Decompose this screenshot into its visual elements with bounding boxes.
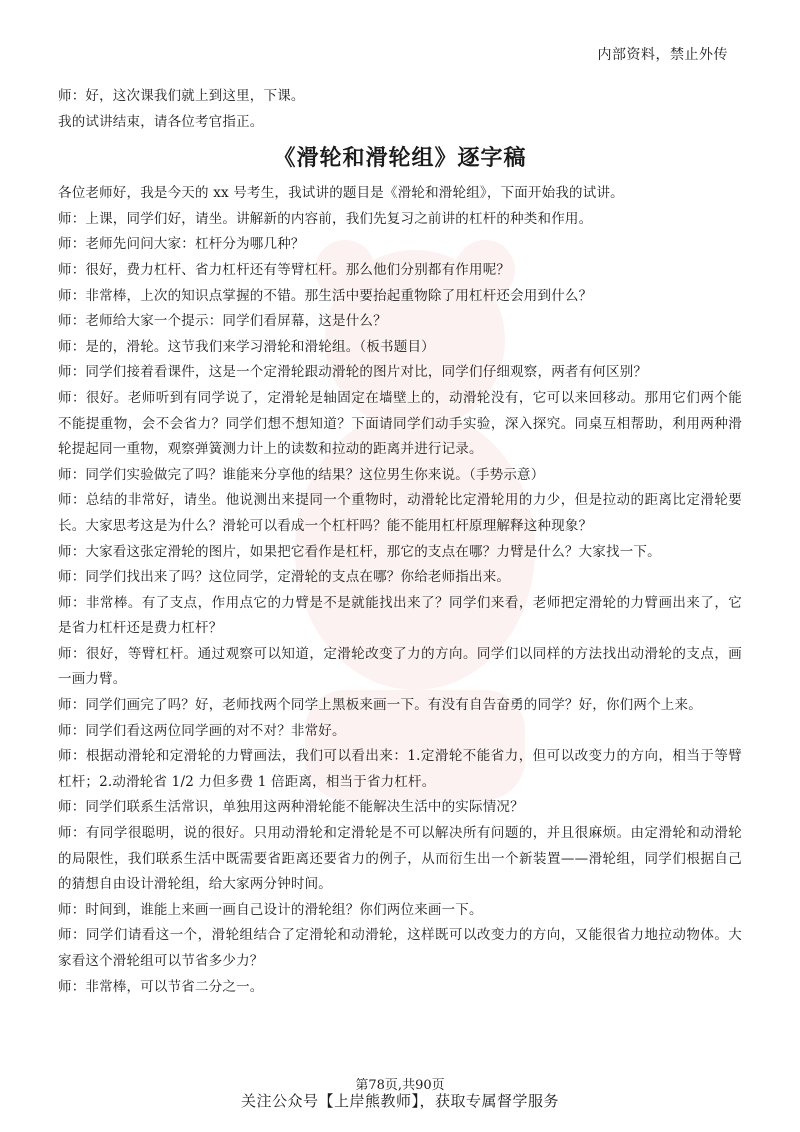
paragraph: 师：是的，滑轮。这节我们来学习滑轮和滑轮组。（板书题目）: [58, 338, 435, 355]
page-number: 第78页,共90页: [355, 1078, 445, 1093]
page-title: 《滑轮和滑轮组》逐字稿: [273, 145, 527, 172]
paragraph: 师：同学们实验做完了吗？谁能来分享他的结果？这位男生你来说。（手势示意）: [58, 466, 545, 483]
footer-promo: 关注公众号【上岸熊教师】，获取专属督学服务: [240, 1092, 559, 1110]
paragraph: 师：同学们找出来了吗？这位同学，定滑轮的支点在哪？你给老师指出来。: [58, 569, 511, 586]
paragraph: 师：很好，等臂杠杆。通过观察可以知道，定滑轮改变了力的方向。同学们以同样的方法找出动滑轮的支点，画一画力臂。: [58, 645, 742, 688]
paragraph: 师：同学们联系生活常识，单独用这两种滑轮能不能解决生活中的实际情况？: [58, 799, 524, 816]
intro-line: 我的试讲结束，请各位考官指正。: [58, 113, 264, 130]
paragraph: 师：大家看这张定滑轮的图片，如果把它看作是杠杆，那它的支点在哪？力臂是什么？大家找一下。: [58, 543, 661, 560]
intro-line: 师：好，这次课我们就上到这里，下课。: [58, 88, 305, 104]
paragraph: 各位老师好，我是今天的 xx 号考生，我试讲的题目是《滑轮和滑轮组》，下面开始我的试讲。: [58, 185, 624, 202]
paragraph: 师：同学们画完了吗？好，老师找两个同学上黑板来画一下。有没有自告奋勇的同学？好，你们两个上来。: [58, 697, 702, 714]
paragraph: 师：有同学很聪明，说的很好。只用动滑轮和定滑轮是不可以解决所有问题的，并且很麻烦。由定滑轮和动滑轮的局限性，我们联系生活中既需要省距离还要省力的例子，从而衍生出一个新装置——滑轮组，同学们根据自己的猜想自由设计滑轮组，给大家两分钟时间。: [58, 825, 742, 893]
paragraph: 师：上课，同学们好，请坐。讲解新的内容前，我们先复习之前讲的杠杆的种类和作用。: [58, 210, 593, 227]
paragraph: 师：非常棒，可以节省二分之一。: [58, 978, 264, 995]
paragraph: 师：非常棒。有了支点，作用点它的力臂是不是就能找出来了？同学们来看，老师把定滑轮的力臂画出来了，它是省力杠杆还是费力杠杆？: [58, 594, 742, 637]
paragraph: 师：非常棒，上次的知识点掌握的不错。那生活中要抬起重物除了用杠杆还会用到什么？: [58, 287, 593, 304]
paragraph: 师：老师给大家一个提示：同学们看屏幕，这是什么？: [58, 313, 387, 330]
paragraph: 师：同学们请看这一个，滑轮组结合了定滑轮和动滑轮，这样既可以改变力的方向，又能很省力地拉动物体。大家看这个滑轮组可以节省多少力？: [58, 927, 742, 969]
paragraph: 师：时间到，谁能上来画一画自己设计的滑轮组？你们两位来画一下。: [58, 901, 483, 918]
paragraph: 师：很好，费力杠杆、省力杠杆还有等臂杠杆。那么他们分别都有作用呢？: [58, 261, 511, 278]
paragraph: 师：老师先问问大家：杠杆分为哪几种？: [58, 236, 305, 253]
paragraph: 师：同学们接着看课件，这是一个定滑轮跟动滑轮的图片对比，同学们仔细观察，两者有何区别？: [58, 364, 648, 381]
document-body: [58, 84, 742, 1000]
paragraph: 师：根据动滑轮和定滑轮的力臂画法，我们可以看出来：1.定滑轮不能省力，但可以改变力的方向，相当于等臂杠杆；2.动滑轮省 1/2 力但多费 1 倍距离，相当于省力杠杆。: [58, 748, 742, 790]
header-note: 内部资料，禁止外传: [597, 47, 728, 63]
paragraph: 师：很好。老师听到有同学说了，定滑轮是轴固定在墙壁上的，动滑轮没有，它可以来回移动。那用它们两个能不能提重物，会不会省力？同学们想不想知道？下面请同学们动手实验，深入探究。同桌互相帮助，利用两种滑轮提起同一重物，观察弹簧测力计上的读数和拉动的距离并进行记录。: [58, 389, 742, 458]
paragraph: 师：同学们看这两位同学画的对不对？非常好。: [58, 722, 346, 739]
paragraph: 师：总结的非常好，请坐。他说测出来提同一个重物时，动滑轮比定滑轮用的力少，但是拉动的距离比定滑轮要长。大家思考这是为什么？滑轮可以看成一个杠杆吗？能不能用杠杆原理解释这种现象？: [58, 492, 742, 534]
